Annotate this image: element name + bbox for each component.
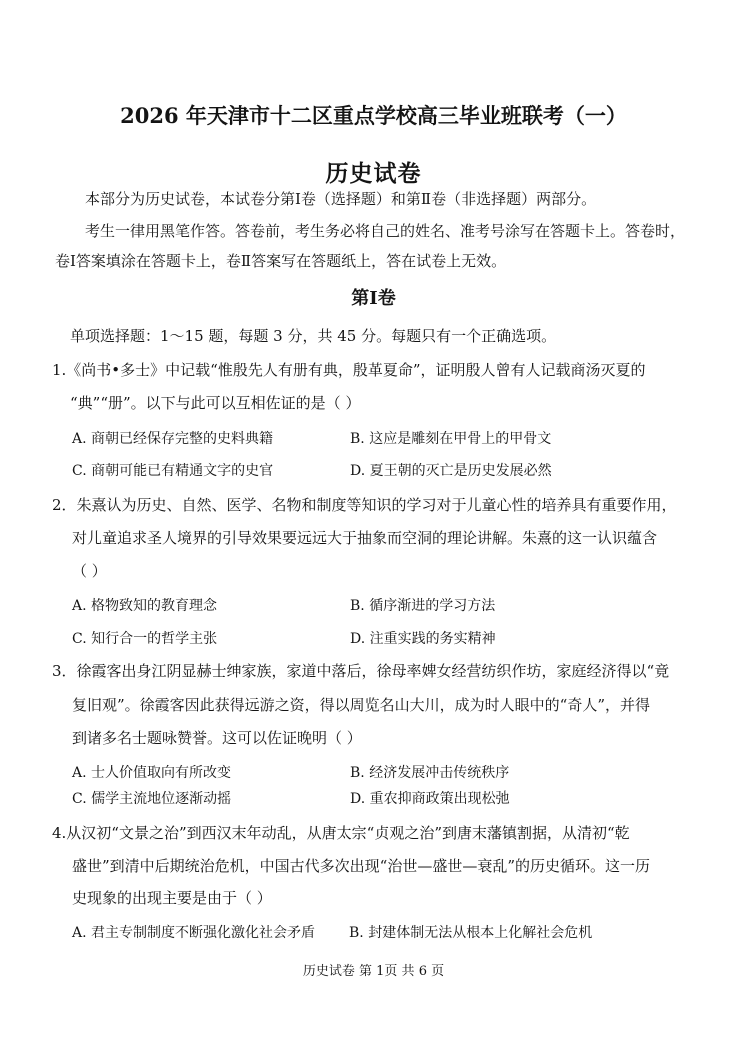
question-2-option-d: D. 注重实践的务实精神 — [350, 631, 496, 647]
question-2-line-3: （ ） — [72, 562, 107, 580]
question-3-line-1: 3．徐霞客出身江阴显赫士绅家族，家道中落后，徐母率婢女经营纺织作坊，家庭经济得以“竟 — [52, 662, 670, 680]
question-2-line-1: 2．朱熹认为历史、自然、医学、名物和制度等知识的学习对于儿童心性的培养具有重要作用， — [52, 496, 677, 514]
question-3-line-2: 复旧观”。徐霞客因此获得远游之资，得以周览名山大川，成为时人眼中的“奇人”，并得 — [72, 696, 651, 714]
question-1-option-d: D. 夏王朝的灭亡是历史发展必然 — [350, 463, 552, 479]
exam-title: 2026 年天津市十二区重点学校高三毕业班联考（一） — [120, 103, 627, 128]
question-1-option-b: B. 这应是雕刻在甲骨上的甲骨文 — [350, 431, 552, 447]
question-3-line-3: 到诸多名士题咏赞誉。这可以佐证晚明（ ） — [72, 729, 362, 747]
instruction-line-1: 本部分为历史试卷，本试卷分第Ⅰ卷（选择题）和第Ⅱ卷（非选择题）两部分。 — [85, 190, 597, 208]
question-4-option-a: A. 君主专制制度不断强化激化社会矛盾 — [72, 925, 316, 941]
question-3-option-b: B. 经济发展冲击传统秩序 — [350, 765, 510, 781]
question-1-option-a: A. 商朝已经保存完整的史料典籍 — [72, 431, 274, 447]
subject-title: 历史试卷 — [325, 160, 422, 187]
part-heading: 第Ⅰ卷 — [351, 288, 396, 309]
question-3-option-c: C. 儒学主流地位逐渐动摇 — [72, 791, 232, 807]
question-4-option-b: B. 封建体制无法从根本上化解社会危机 — [349, 925, 593, 941]
question-4-line-1: 4.从汉初“文景之治”到西汉末年动乱，从唐太宗“贞观之治”到唐末藩镇割据，从清初“乾 — [52, 824, 630, 842]
question-1-line-1: 1.《尚书•多士》中记载“惟殷先人有册有典，殷革夏命”，证明殷人曾有人记载商汤灭夏的 — [52, 361, 646, 379]
instruction-line-3: 卷Ⅰ答案填涂在答题卡上，卷Ⅱ答案写在答题纸上，答在试卷上无效。 — [55, 252, 507, 270]
question-4-line-2: 盛世”到清中后期统治危机，中国古代多次出现“治世—盛世—衰乱”的历史循环。这一历 — [72, 857, 651, 875]
question-3-option-d: D. 重农抑商政策出现松弛 — [350, 791, 510, 807]
question-2-option-b: B. 循序渐进的学习方法 — [350, 598, 496, 614]
question-2-option-a: A. 格物致知的教育理念 — [72, 598, 218, 614]
question-4-line-3: 史现象的出现主要是由于（ ） — [72, 889, 272, 907]
question-3-option-a: A. 士人价值取向有所改变 — [72, 765, 232, 781]
question-1-option-c: C. 商朝可能已有精通文字的史官 — [72, 463, 274, 479]
instruction-line-2: 考生一律用黑笔作答。答卷前，考生务必将自己的姓名、准考号涂写在答题卡上。答卷时， — [85, 222, 686, 240]
question-2-option-c: C. 知行合一的哲学主张 — [72, 631, 218, 647]
section-intro: 单项选择题：1～15 题，每题 3 分，共 45 分。每题只有一个正确选项。 — [70, 327, 557, 345]
page-footer: 历史试卷 第 1页 共 6 页 — [302, 964, 445, 979]
question-1-line-2: “典”“册”。以下与此可以互相佐证的是（ ） — [70, 394, 361, 412]
question-2-line-2: 对儿童追求圣人境界的引导效果要远远大于抽象而空洞的理论讲解。朱熹的这一认识蕴含 — [72, 529, 658, 547]
